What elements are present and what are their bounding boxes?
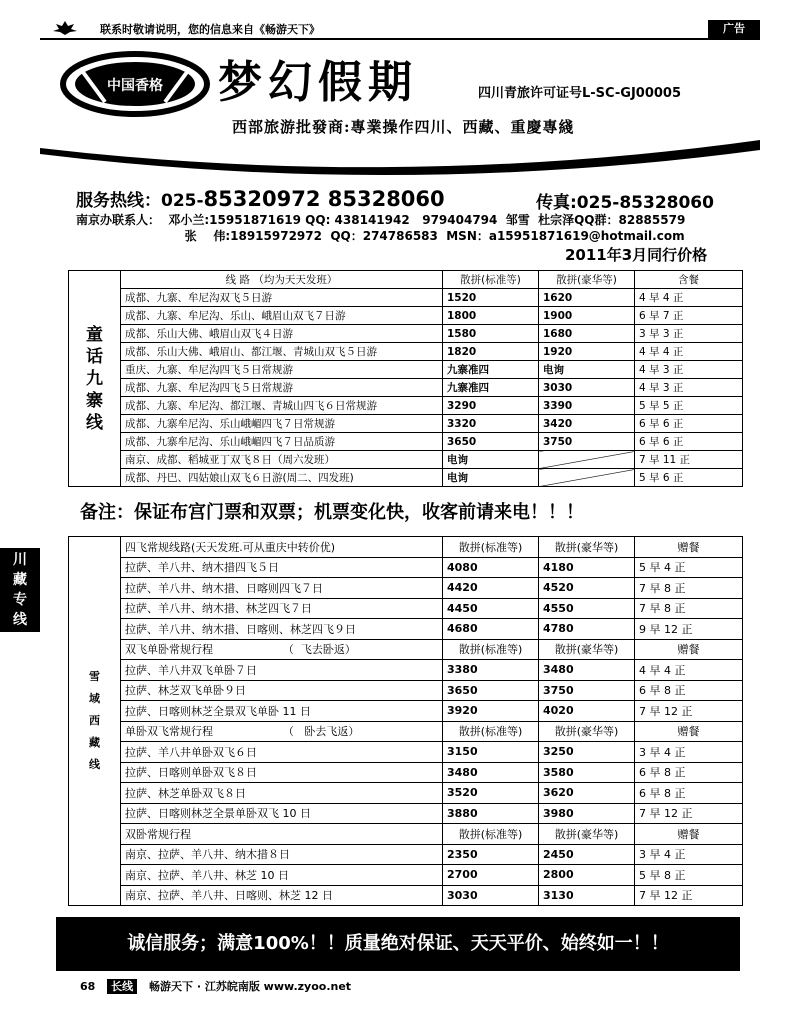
price-standard-cell: 电询 (443, 451, 539, 469)
route-cell: 成都、九寨、牟尼沟双飞５日游 (121, 289, 443, 307)
section-header-cell: 散拼(豪华等) (539, 639, 635, 660)
brand-slogan: 西部旅游批發商:專業操作四川、西藏、重慶專綫 (232, 118, 575, 136)
section-header-cell: 赠餐 (635, 537, 743, 558)
meals-cell: 7 早 8 正 (635, 578, 743, 599)
table-row (69, 885, 743, 906)
price-standard-cell: 1580 (443, 325, 539, 343)
meals-cell: 3 早 4 正 (635, 844, 743, 865)
page-footer (80, 978, 351, 994)
header-cell: 散拼(豪华等) (539, 271, 635, 289)
table-row (69, 701, 743, 722)
price-standard-cell: 3480 (443, 762, 539, 783)
price-luxury-cell: 4180 (539, 557, 635, 578)
header-cell: 线 路 （均为天天发班） (121, 271, 443, 289)
hotline-numbers: 85320972 85328060 (203, 187, 445, 211)
table-row (69, 783, 743, 804)
route-cell: 拉萨、羊八井、纳木措、日喀则四飞７日 (121, 578, 443, 599)
price-luxury-cell: 4780 (539, 619, 635, 640)
price-standard-cell: 电询 (443, 469, 539, 487)
price-luxury-cell: 3480 (539, 660, 635, 681)
section-header-cell: 散拼(豪华等) (539, 537, 635, 558)
price-luxury-cell: 3980 (539, 803, 635, 824)
route-cell: 拉萨、林芝双飞单卧９日 (121, 680, 443, 701)
meals-cell: 7 早 11 正 (635, 451, 743, 469)
meals-cell: 4 早 4 正 (635, 343, 743, 361)
price-luxury-cell: 3420 (539, 415, 635, 433)
meals-cell: 6 早 8 正 (635, 783, 743, 804)
meals-cell: 5 早 5 正 (635, 397, 743, 415)
ad-tag: 广告 (708, 20, 760, 38)
fax-number: 传真:025-85328060 (536, 193, 714, 213)
route-cell: 成都、九寨牟尼沟、乐山峨嵋四飞７日品质游 (121, 433, 443, 451)
section-header-row (69, 824, 743, 845)
price-standard-cell: 3650 (443, 680, 539, 701)
top-bar (0, 0, 800, 40)
price-luxury-cell: 4020 (539, 701, 635, 722)
meals-cell: 3 早 4 正 (635, 742, 743, 763)
price-standard-cell: 3520 (443, 783, 539, 804)
price-luxury-cell (539, 469, 635, 487)
route-cell: 成都、九寨牟尼沟、乐山峨嵋四飞７日常规游 (121, 415, 443, 433)
table-row (69, 289, 743, 307)
tibet-side-label-text: 雪域西藏线 (89, 670, 100, 771)
source-note: 联系时敬请说明，您的信息来自《畅游天下》 (100, 23, 320, 36)
side-tab-label: 川藏专线 (13, 552, 27, 628)
meals-cell: 6 早 7 正 (635, 307, 743, 325)
price-standard-cell: 2700 (443, 865, 539, 886)
table-row (69, 742, 743, 763)
route-cell: 南京、拉萨、羊八井、纳木措８日 (121, 844, 443, 865)
price-luxury-cell: 1920 (539, 343, 635, 361)
price-luxury-cell: 电询 (539, 361, 635, 379)
price-luxury-cell: 4520 (539, 578, 635, 599)
table-row (69, 397, 743, 415)
route-cell: 成都、丹巴、四姑娘山双飞６日游(周二、四发班) (121, 469, 443, 487)
section-header-row (69, 537, 743, 558)
price-luxury-cell: 3130 (539, 885, 635, 906)
route-cell: 成都、九寨、牟尼沟、都江堰、青城山四飞６日常规游 (121, 397, 443, 415)
table-row (69, 803, 743, 824)
table-row (69, 469, 743, 487)
price-luxury-cell: 3250 (539, 742, 635, 763)
route-cell: 重庆、九寨、牟尼沟四飞５日常规游 (121, 361, 443, 379)
meals-cell: 9 早 12 正 (635, 619, 743, 640)
price-standard-cell: 3880 (443, 803, 539, 824)
table-row (69, 415, 743, 433)
brand-logo (60, 50, 210, 118)
bottom-banner: 诚信服务；满意100%！！质量绝对保证、天天平价、始终如一！！ (56, 917, 740, 971)
magazine-logo-icon (52, 20, 78, 36)
route-cell: 拉萨、羊八井双飞单卧７日 (121, 660, 443, 681)
meals-cell: 5 早 8 正 (635, 865, 743, 886)
meals-cell: 4 早 4 正 (635, 660, 743, 681)
table-row (69, 762, 743, 783)
jiuzhai-side-label (69, 271, 121, 487)
section-header-cell: 散拼(标准等) (443, 721, 539, 742)
table-row (69, 557, 743, 578)
table-row (69, 619, 743, 640)
section-header-cell: 散拼(标准等) (443, 639, 539, 660)
price-luxury-cell: 2450 (539, 844, 635, 865)
price-standard-cell: 3030 (443, 885, 539, 906)
table-row (69, 865, 743, 886)
price-luxury-cell: 3750 (539, 433, 635, 451)
price-title: 2011年3月同行价格 (565, 246, 708, 264)
price-standard-cell: 2350 (443, 844, 539, 865)
decorative-swoosh (40, 128, 760, 178)
meals-cell: 4 早 3 正 (635, 379, 743, 397)
table-row (69, 361, 743, 379)
price-standard-cell: 4450 (443, 598, 539, 619)
price-luxury-cell: 3580 (539, 762, 635, 783)
price-standard-cell: 4420 (443, 578, 539, 599)
price-standard-cell: 1520 (443, 289, 539, 307)
table-row (69, 578, 743, 599)
section-header-cell: 散拼(豪华等) (539, 721, 635, 742)
meals-cell: 6 早 8 正 (635, 762, 743, 783)
section-header-cell: 双卧常规行程 (121, 824, 443, 845)
section-header-cell: 单卧双飞常规行程 （ 卧去飞返） (121, 721, 443, 742)
price-standard-cell: 4080 (443, 557, 539, 578)
price-standard-cell: 1820 (443, 343, 539, 361)
meals-cell: 4 早 3 正 (635, 361, 743, 379)
route-cell: 成都、乐山大佛、峨眉山双飞４日游 (121, 325, 443, 343)
price-standard-cell: 九寨准四 (443, 379, 539, 397)
route-cell: 成都、乐山大佛、峨眉山、都江堰、青城山双飞５日游 (121, 343, 443, 361)
price-standard-cell: 3320 (443, 415, 539, 433)
license-number: 四川青旅许可证号L-SC-GJ00005 (478, 86, 682, 101)
page-number: 68 (80, 980, 96, 993)
section-header-cell: 赠餐 (635, 721, 743, 742)
tibet-price-table (68, 536, 743, 906)
meals-cell: 4 早 4 正 (635, 289, 743, 307)
meals-cell: 5 早 4 正 (635, 557, 743, 578)
price-luxury-cell: 1680 (539, 325, 635, 343)
contact-row-1: 南京办联系人： 邓小兰:15951871619 QQ: 438141942 979404794 邹雪 杜宗泽QQ群：82885579 (76, 213, 686, 227)
meals-cell: 7 早 8 正 (635, 598, 743, 619)
route-cell: 拉萨、日喀则林芝全景单卧双飞 10 日 (121, 803, 443, 824)
service-hotline (76, 186, 445, 211)
table-row (69, 307, 743, 325)
route-cell: 南京、成都、稻城亚丁双飞８日（周六发班） (121, 451, 443, 469)
route-cell: 拉萨、羊八井、纳木措、林芝四飞７日 (121, 598, 443, 619)
price-standard-cell: 九寨准四 (443, 361, 539, 379)
header-cell: 含餐 (635, 271, 743, 289)
section-header-cell: 散拼(标准等) (443, 824, 539, 845)
route-cell: 拉萨、羊八井单卧双飞６日 (121, 742, 443, 763)
section-header-cell: 散拼(豪华等) (539, 824, 635, 845)
brand-name: 梦幻假期 (218, 57, 418, 108)
price-luxury-cell: 2800 (539, 865, 635, 886)
meals-cell: 7 早 12 正 (635, 885, 743, 906)
table-header-row (69, 271, 743, 289)
section-header-cell: 赠餐 (635, 824, 743, 845)
side-section-tab (0, 548, 40, 632)
section-header-row (69, 721, 743, 742)
route-cell: 拉萨、林芝单卧双飞８日 (121, 783, 443, 804)
table-row (69, 451, 743, 469)
table-row (69, 379, 743, 397)
header-cell: 散拼(标准等) (443, 271, 539, 289)
meals-cell: 7 早 12 正 (635, 701, 743, 722)
table-row (69, 325, 743, 343)
route-cell: 成都、九寨、牟尼沟、乐山、峨眉山双飞７日游 (121, 307, 443, 325)
price-standard-cell: 4680 (443, 619, 539, 640)
price-standard-cell: 3290 (443, 397, 539, 415)
route-cell: 南京、拉萨、羊八井、林芝 10 日 (121, 865, 443, 886)
section-header-cell: 散拼(标准等) (443, 537, 539, 558)
meals-cell: 6 早 8 正 (635, 680, 743, 701)
price-luxury-cell: 3750 (539, 680, 635, 701)
contact-row-2: 张 伟:18915972972 QQ：274786583 MSN：a15951871619@hotmail.com (76, 229, 685, 243)
route-cell: 拉萨、羊八井、纳木措、日喀则、林芝四飞９日 (121, 619, 443, 640)
section-header-row (69, 639, 743, 660)
header-rule (40, 38, 760, 40)
price-standard-cell: 1800 (443, 307, 539, 325)
price-luxury-cell: 3030 (539, 379, 635, 397)
price-luxury-cell: 3390 (539, 397, 635, 415)
route-cell: 拉萨、日喀则单卧双飞８日 (121, 762, 443, 783)
meals-cell: 6 早 6 正 (635, 433, 743, 451)
table-row (69, 680, 743, 701)
table-row (69, 598, 743, 619)
price-luxury-cell: 1900 (539, 307, 635, 325)
footer-tag: 长线 (107, 979, 137, 994)
jiuzhai-side-label-text: 童话九寨线 (86, 324, 103, 433)
price-luxury-cell: 4550 (539, 598, 635, 619)
section-header-cell: 四飞常规线路(天天发班.可从重庆中转价优) (121, 537, 443, 558)
price-luxury-cell: 1620 (539, 289, 635, 307)
meals-cell: 7 早 12 正 (635, 803, 743, 824)
brand-logo-text: 中国香格 (107, 78, 163, 94)
meals-cell: 3 早 3 正 (635, 325, 743, 343)
price-standard-cell: 3920 (443, 701, 539, 722)
route-cell: 南京、拉萨、羊八井、日喀则、林芝 12 日 (121, 885, 443, 906)
price-standard-cell: 3380 (443, 660, 539, 681)
section-header-cell: 双飞单卧常规行程 （ 飞去卧返） (121, 639, 443, 660)
price-luxury-cell (539, 451, 635, 469)
price-standard-cell: 3150 (443, 742, 539, 763)
table-row (69, 343, 743, 361)
price-luxury-cell: 3620 (539, 783, 635, 804)
table-row (69, 660, 743, 681)
hotline-label: 服务热线：025- (76, 191, 204, 211)
footer-text: 畅游天下 · 江苏皖南版 www.zyoo.net (149, 980, 352, 993)
jiuzhai-price-table (68, 270, 743, 487)
tibet-side-label (69, 537, 121, 906)
remark-note: 备注：保证布宫门票和双票；机票变化快，收客前请来电！！！ (80, 502, 584, 523)
route-cell: 拉萨、日喀则林芝全景双飞单卧 11 日 (121, 701, 443, 722)
route-cell: 成都、九寨、牟尼沟四飞５日常规游 (121, 379, 443, 397)
table-row (69, 844, 743, 865)
price-standard-cell: 3650 (443, 433, 539, 451)
meals-cell: 6 早 6 正 (635, 415, 743, 433)
table-row (69, 433, 743, 451)
route-cell: 拉萨、羊八井、纳木措四飞５日 (121, 557, 443, 578)
meals-cell: 5 早 6 正 (635, 469, 743, 487)
section-header-cell: 赠餐 (635, 639, 743, 660)
